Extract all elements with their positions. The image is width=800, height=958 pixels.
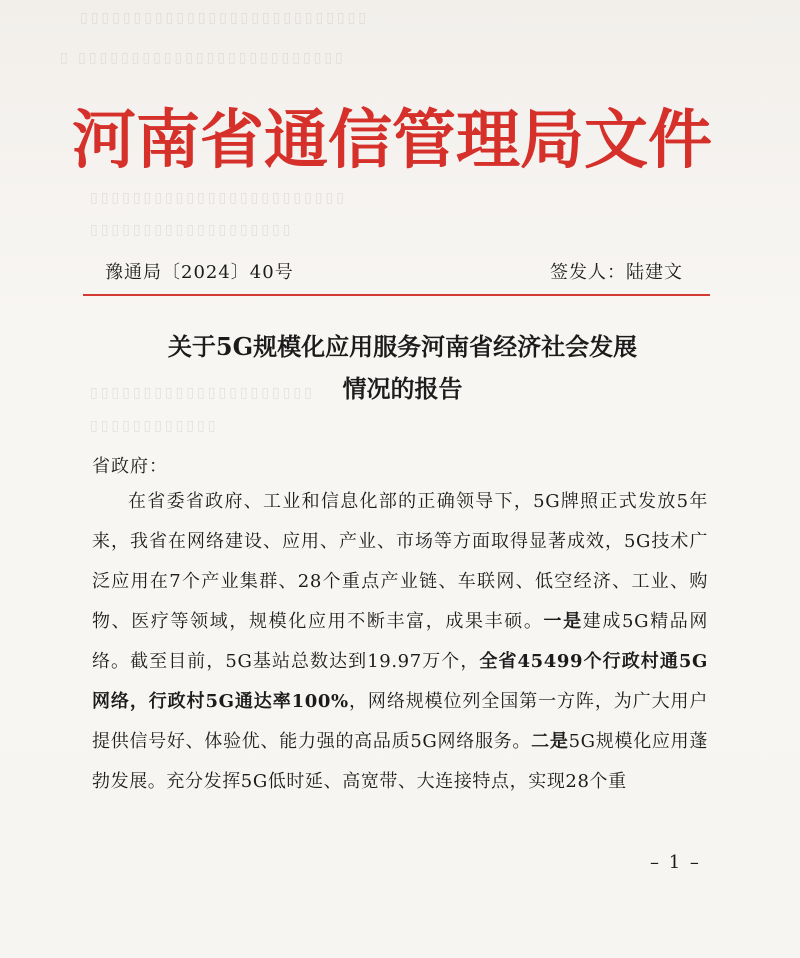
bleed-through-text: ▯▯▯▯▯▯▯▯▯▯▯▯▯▯▯▯▯▯▯	[90, 222, 294, 238]
body-text: 在省委省政府、工业和信息化部的正确领导下，5G牌照正式发放5年来，我省在网络建设、应用、产业、市场等方面取得显著成效，5G技术广泛应用在7个产业集群、28个重点产业链、车联网、低空经济、工业、购物、医疗等领域，规模化应用不断丰富，成果丰硕。	[92, 491, 708, 632]
bleed-through-text: ▯▯▯▯▯▯▯▯▯▯▯▯	[90, 418, 219, 434]
bleed-through-text: ▯▯▯▯▯▯▯▯▯▯▯▯▯▯▯▯▯▯▯▯▯	[90, 385, 315, 401]
body-emphasis: 二是	[531, 731, 569, 752]
bleed-through-text: ▯▯▯▯▯▯▯▯▯▯▯▯▯▯▯▯▯▯▯▯▯▯▯▯	[90, 190, 347, 206]
red-separator-line	[83, 294, 710, 296]
signer: 签发人：陆建文	[550, 262, 683, 283]
body-text: 建成5G精品网络。截至目前，5G基站总数达到19.97万个，	[92, 611, 708, 672]
bleed-through-text: ▯ ▯▯▯▯▯▯▯▯▯▯▯▯▯▯▯▯▯▯▯▯▯▯▯▯▯	[60, 50, 346, 66]
report-title-line-1: 关于5G规模化应用服务河南省经济社会发展	[167, 332, 638, 361]
body-paragraph	[92, 482, 708, 802]
page-number: – 1 –	[650, 852, 701, 873]
report-title	[100, 326, 705, 410]
issuing-authority-title: 河南省通信管理局文件	[72, 103, 712, 178]
body-text: 5G规模化应用蓬勃发展。充分发挥5G低时延、高宽带、大连接特点，实现28个重	[92, 731, 708, 792]
salutation: 省政府：	[92, 456, 168, 477]
body-emphasis: 全省45499个行政村通5G网络，行政村5G通达率100%	[92, 651, 708, 712]
report-title-line-2: 情况的报告	[342, 374, 463, 403]
document-number: 豫通局〔2024〕40号	[105, 262, 294, 283]
body-text: ，网络规模位列全国第一方阵，为广大用户提供信号好、体验优、能力强的高品质5G网络服务。	[92, 691, 708, 752]
bleed-through-text: ▯▯▯▯▯▯▯▯▯▯▯▯▯▯▯▯▯▯▯▯▯▯▯▯▯▯▯	[80, 10, 370, 26]
body-emphasis: 一是	[543, 611, 583, 632]
